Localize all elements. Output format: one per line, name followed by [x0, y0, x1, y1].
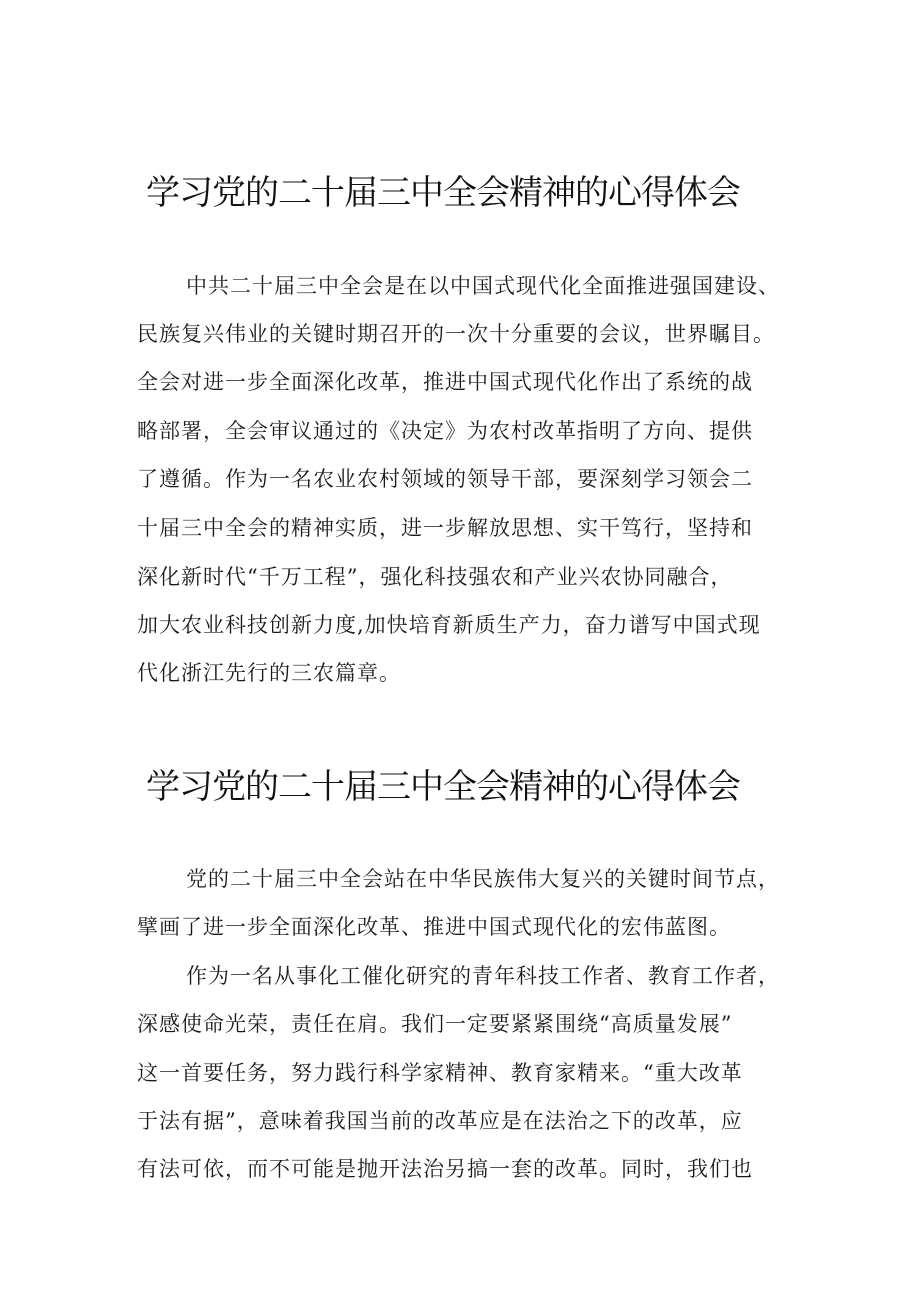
section-1-paragraph-line: 民族复兴伟业的关键时期召开的一次十分重要的会议，世界瞩目。: [137, 322, 775, 346]
section-1-title: 学习党的二十届三中全会精神的心得体会: [146, 173, 740, 213]
section-1-paragraph-line: 了遵循。作为一名农业农村领域的领导干部，要深刻学习领会二: [137, 467, 753, 491]
section-2-paragraph-line: 于法有据”，意味着我国当前的改革应是在法治之下的改革，应: [137, 1109, 743, 1133]
section-1-paragraph-line: 十届三中全会的精神实质，进一步解放思想、实干笃行，坚持和: [137, 516, 753, 540]
section-1-paragraph-line: 深化新时代“千万工程”，强化科技强农和产业兴农协同融合，: [137, 565, 733, 589]
section-2-paragraph-line: 擘画了进一步全面深化改革、推进中国式现代化的宏伟蓝图。: [137, 915, 731, 939]
section-2-title: 学习党的二十届三中全会精神的心得体会: [146, 767, 740, 807]
section-2-paragraph-line: 有法可依，而不可能是抛开法治另搞一套的改革。同时，我们也: [137, 1157, 753, 1181]
section-2-paragraph-line: 党的二十届三中全会站在中华民族伟大复兴的关键时间节点，: [186, 867, 780, 891]
section-2-paragraph-line: 深感使命光荣，责任在肩。我们一定要紧紧围绕“高质量发展”: [137, 1012, 733, 1036]
section-1-paragraph-line: 加大农业科技创新力度,加快培育新质生产力，奋力谱写中国式现: [137, 613, 761, 637]
section-1-paragraph-line: 略部署，全会审议通过的《决定》为农村改革指明了方向、提供: [137, 419, 753, 443]
section-1-paragraph-line: 全会对进一步全面深化改革，推进中国式现代化作出了系统的战: [137, 370, 753, 394]
section-1-paragraph-line: 中共二十届三中全会是在以中国式现代化全面推进强国建设、: [186, 274, 780, 298]
section-2-paragraph-line: 作为一名从事化工催化研究的青年科技工作者、教育工作者，: [186, 964, 780, 988]
section-1-paragraph-line: 代化浙江先行的三农篇章。: [137, 661, 401, 685]
section-2-paragraph-line: 这一首要任务，努力践行科学家精神、教育家精来。“重大改革: [137, 1061, 743, 1085]
